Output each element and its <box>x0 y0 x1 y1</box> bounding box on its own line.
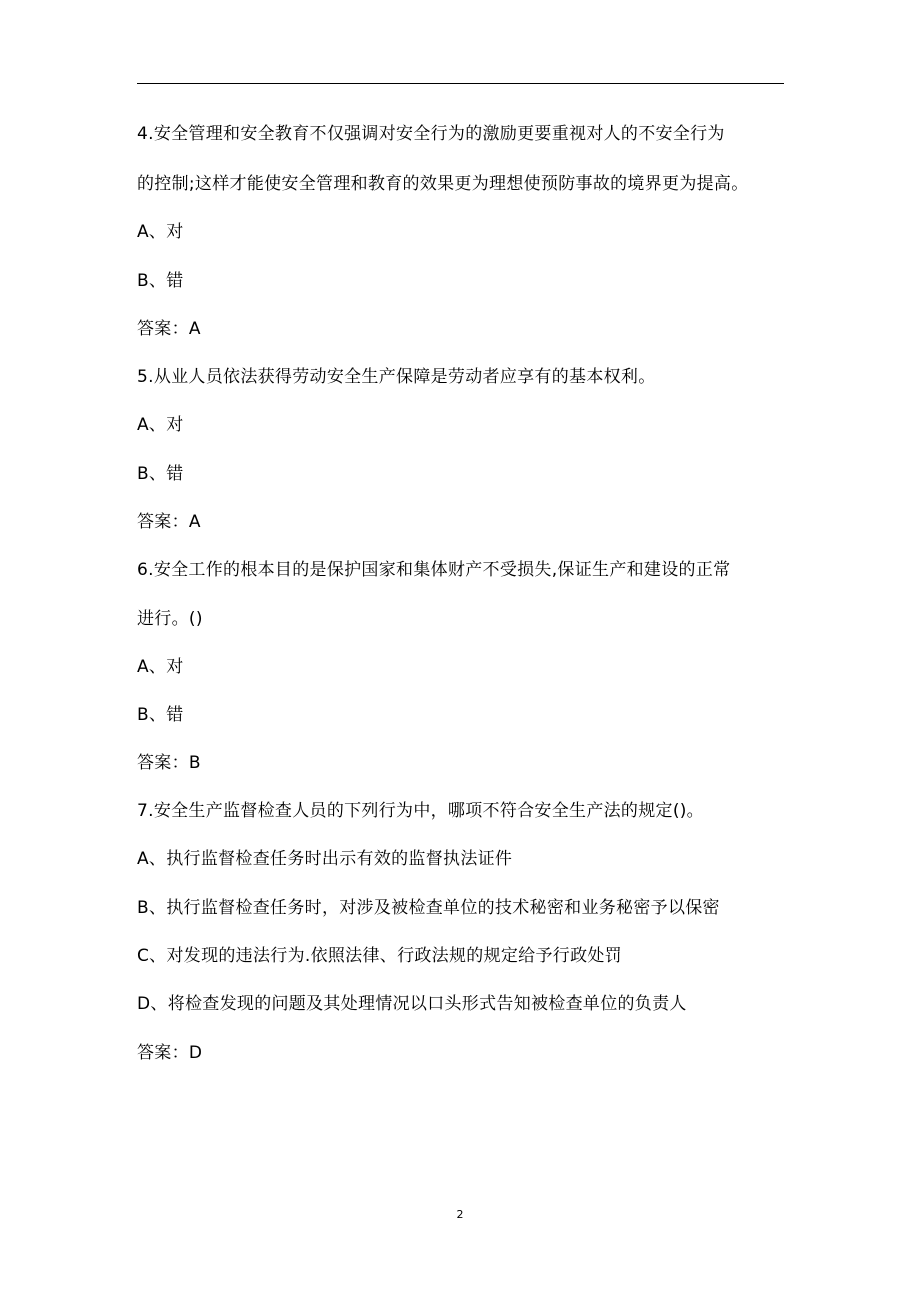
question-4-option-b: B、错 <box>137 271 184 291</box>
question-7-option-d: D、将检查发现的问题及其处理情况以口头形式告知被检查单位的负责人 <box>137 994 687 1014</box>
header-rule <box>137 83 784 84</box>
question-7-option-c: C、对发现的违法行为.依照法律、行政法规的规定给予行政处罚 <box>137 946 622 966</box>
question-6-stem-line-1: 6.安全工作的根本目的是保护国家和集体财产不受损失,保证生产和建设的正常 <box>137 560 731 580</box>
question-5-option-b: B、错 <box>137 464 184 484</box>
question-6-stem-line-2: 进行。() <box>137 609 203 629</box>
question-4-stem-line-1: 4.安全管理和安全教育不仅强调对安全行为的激励更要重视对人的不安全行为 <box>137 124 725 144</box>
question-7-stem-line-1: 7.安全生产监督检查人员的下列行为中，哪项不符合安全生产法的规定()。 <box>137 801 704 821</box>
question-7-option-a: A、执行监督检查任务时出示有效的监督执法证件 <box>137 849 513 869</box>
question-6-option-a: A、对 <box>137 657 184 677</box>
question-7-option-b: B、执行监督检查任务时，对涉及被检查单位的技术秘密和业务秘密予以保密 <box>137 898 720 918</box>
question-6-option-b: B、错 <box>137 705 184 725</box>
question-4-answer: 答案：A <box>137 319 201 339</box>
question-5-answer: 答案：A <box>137 512 201 532</box>
question-4-option-a: A、对 <box>137 222 184 242</box>
question-5-option-a: A、对 <box>137 415 184 435</box>
question-7-answer: 答案：D <box>137 1043 203 1063</box>
question-6-answer: 答案：B <box>137 753 201 773</box>
question-5-stem-line-1: 5.从业人员依法获得劳动安全生产保障是劳动者应享有的基本权利。 <box>137 367 656 387</box>
question-4-stem-line-2: 的控制;这样才能使安全管理和教育的效果更为理想使预防事故的境界更为提高。 <box>137 174 749 194</box>
page-number: 2 <box>456 1208 464 1221</box>
